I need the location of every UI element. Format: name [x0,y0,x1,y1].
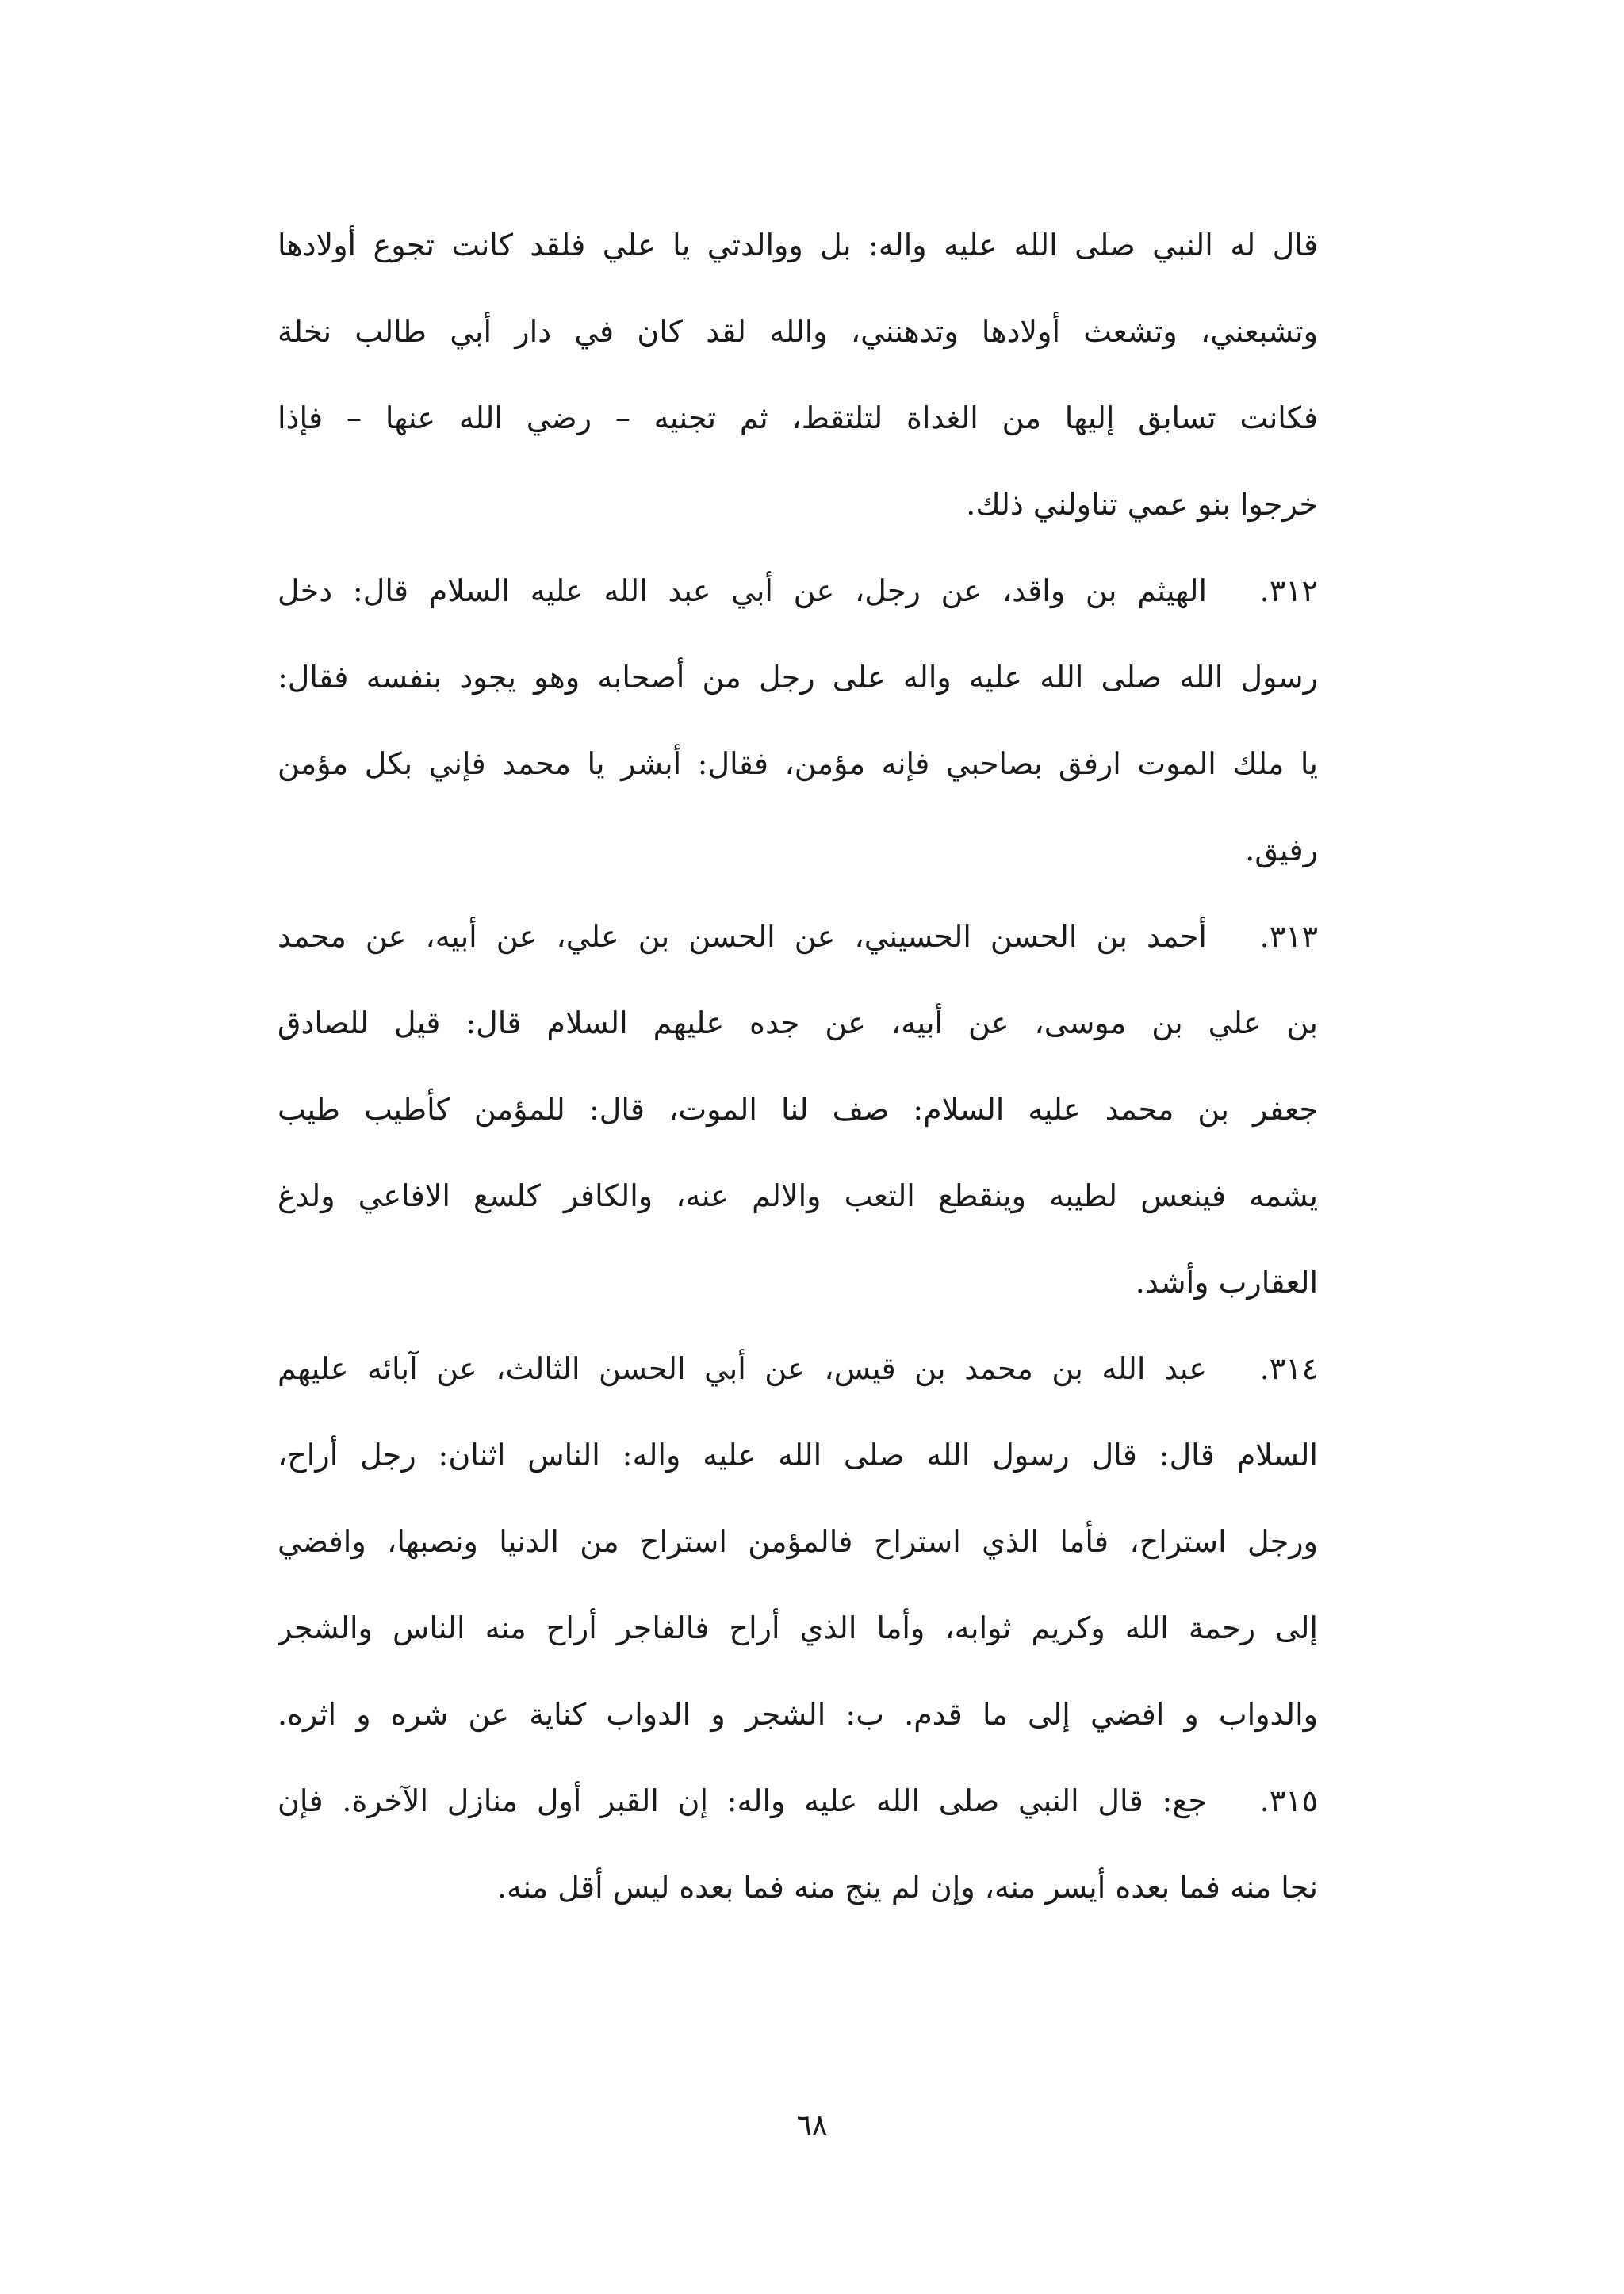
text-line: السلام قال: قال رسول الله صلى الله عليه واله: الناس اثنان: رجل أراح، [278,1438,1318,1473]
entry-number: ٣١٢. [1259,573,1318,608]
text-line: رسول الله صلى الله عليه واله على رجل من أصحابه وهو يجود بنفسه فقال: [278,660,1318,695]
text-line: يا ملك الموت ارفق بصاحبي فإنه مؤمن، فقال: أبشر يا محمد فإني بكل مؤمن [278,746,1318,781]
hadith-entry-313 [278,894,1318,980]
page-body [278,202,1318,1931]
text-line: يشمه فينعس لطيبه وينقطع التعب والالم عنه، والكافر كلسع الافاعي ولدغ [278,1178,1318,1213]
entry-number: ٣١٣. [1259,919,1318,954]
text-line: ورجل استراح، فأما الذي استراح فالمؤمن استراح من الدنيا ونصبها، وافضي [278,1524,1318,1559]
hadith-entry-315 [278,1758,1318,1844]
text-line: نجا منه فما بعده أيسر منه، وإن لم ينج منه فما بعده ليس أقل منه. [496,1870,1318,1905]
text-line: جعفر بن محمد عليه السلام: صف لنا الموت، قال: للمؤمن كأطيب طيب [278,1092,1318,1127]
text-line: فكانت تسابق إليها من الغداة لتلتقط، ثم تجنيه – رضي الله عنها – فإذا [278,400,1318,435]
entry-text: الهيثم بن واقد، عن رجل، عن أبي عبد الله عليه السلام قال: دخل [278,573,1207,608]
text-line: وتشبعني، وتشعث أولادها وتدهنني، والله لقد كان في دار أبي طالب نخلة [278,314,1318,349]
page-number: ٦٨ [796,2109,828,2142]
text-line: العقارب وأشد. [1135,1265,1318,1300]
text-line: خرجوا بنو عمي تناولني ذلك. [966,487,1318,522]
text-line: قال له النبي صلى الله عليه واله: بل ووالدتي يا علي فلقد كانت تجوع أولادها [278,228,1318,262]
entry-text: عبد الله بن محمد بن قيس، عن أبي الحسن الثالث، عن آبائه عليهم [278,1351,1207,1386]
entry-text: أحمد بن الحسن الحسيني، عن الحسن بن علي، عن أبيه، عن محمد [278,919,1207,954]
entry-text: جع: قال النبي صلى الله عليه واله: إن القبر أول منازل الآخرة. فإن [278,1783,1207,1818]
text-line: والدواب و افضي إلى ما قدم. ب: الشجر و الدواب كناية عن شره و اثره. [278,1697,1318,1732]
text-line: رفيق. [1245,833,1318,867]
hadith-entry-314 [278,1326,1318,1412]
text-line: بن علي بن موسى، عن أبيه، عن جده عليهم السلام قال: قيل للصادق [278,1005,1318,1040]
text-line: إلى رحمة الله وكريم ثوابه، وأما الذي أراح فالفاجر أراح منه الناس والشجر [278,1610,1318,1645]
entry-number: ٣١٥. [1259,1783,1318,1818]
hadith-entry-312 [278,548,1318,634]
entry-number: ٣١٤. [1259,1351,1318,1386]
